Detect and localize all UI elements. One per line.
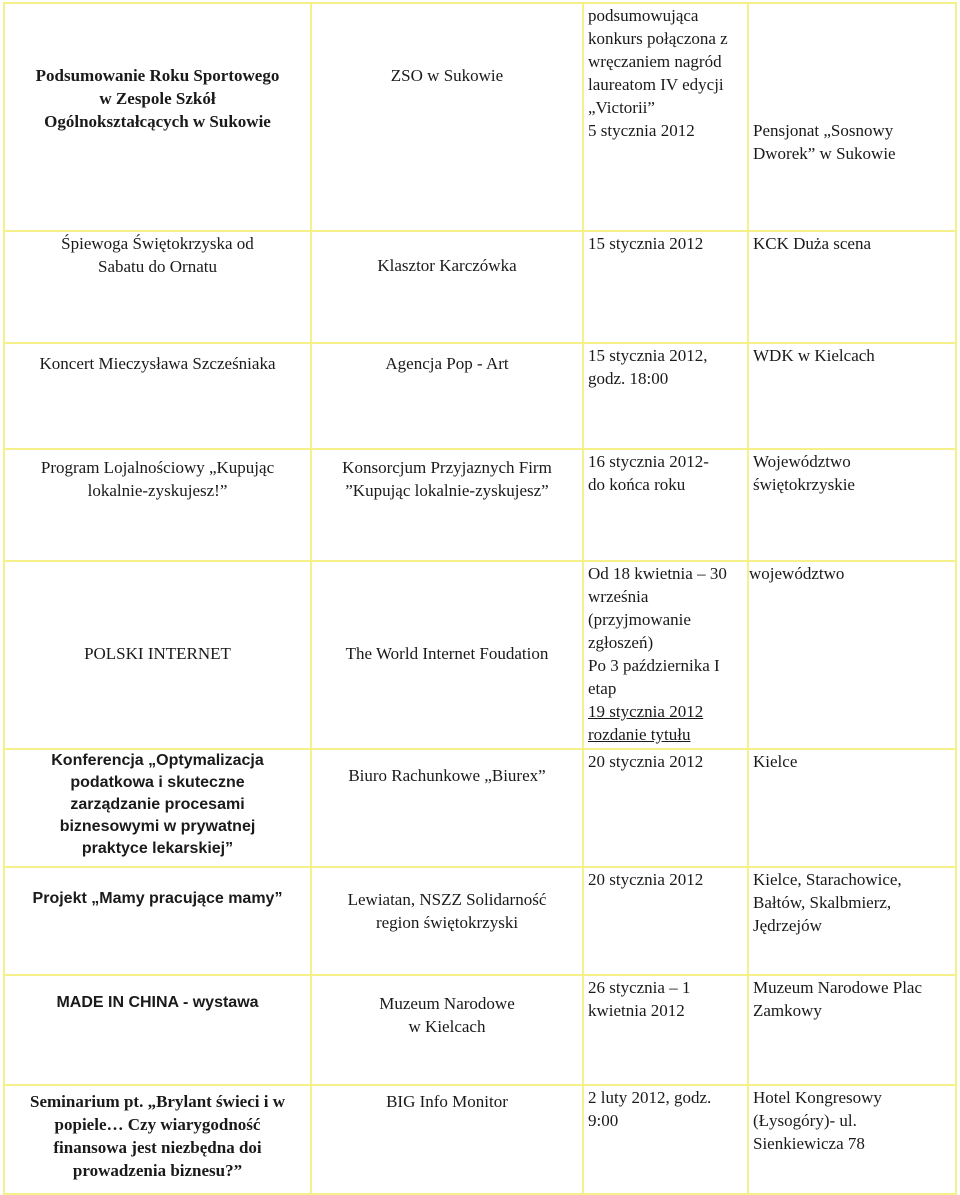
events-table — [3, 2, 957, 1195]
date-line: 2 luty 2012, godz. — [588, 1088, 712, 1107]
event-name-line: Podsumowanie Roku Sportowego — [35, 66, 280, 85]
event-name-line: Śpiewoga Świętokrzyska od — [61, 234, 254, 253]
table-row — [4, 343, 956, 449]
date-line: 16 stycznia 2012- — [588, 452, 709, 471]
place-line: Zamkowy — [753, 1001, 822, 1020]
date-line: zgłoszeń) — [588, 633, 654, 652]
place-cell — [748, 975, 956, 1085]
date-line: 9:00 — [588, 1111, 619, 1130]
event-name-line: popiele… Czy wiarygodność — [54, 1115, 261, 1134]
organizer-cell — [311, 449, 583, 561]
event-name-line: Program Lojalnościowy „Kupując — [40, 458, 275, 477]
place-line: WDK w Kielcach — [753, 346, 875, 365]
event-name-cell — [4, 449, 311, 561]
organizer-line: ”Kupując lokalnie-zyskujesz” — [345, 481, 549, 500]
place-line: Muzeum Narodowe Plac — [753, 978, 923, 997]
date-line: (przyjmowanie — [588, 610, 691, 629]
date-line: do końca roku — [588, 475, 686, 494]
event-name-line: zarządzanie procesami — [70, 796, 245, 813]
date-line: 5 stycznia 2012 — [588, 121, 695, 140]
organizer-cell — [311, 3, 583, 231]
note-line: podsumowująca — [588, 6, 699, 25]
event-name-cell — [4, 867, 311, 975]
event-name-line: Koncert Mieczysława Szcześniaka — [39, 354, 276, 373]
event-name-cell — [4, 975, 311, 1085]
place-line: Województwo — [753, 452, 851, 471]
organizer-line: Lewiatan, NSZZ Solidarność — [347, 890, 547, 909]
organizer-line: w Kielcach — [408, 1017, 486, 1036]
organizer-line: BIG Info Monitor — [386, 1092, 508, 1111]
event-name-line: lokalnie-zyskujesz!” — [87, 481, 228, 500]
table-row — [4, 867, 956, 975]
event-name-cell — [4, 3, 311, 231]
date-line: Od 18 kwietnia – 30 — [588, 564, 727, 583]
date-line: rozdanie tytułu — [588, 725, 691, 744]
note-line: „Victorii” — [588, 98, 655, 117]
table-row — [4, 3, 956, 231]
place-cell — [748, 343, 956, 449]
organizer-cell — [311, 343, 583, 449]
event-name-line: prowadzenia biznesu?” — [72, 1161, 243, 1180]
organizer-line: Biuro Rachunkowe „Biurex” — [348, 766, 546, 785]
date-cell — [583, 343, 748, 449]
place-line: KCK Duża scena — [753, 234, 872, 253]
date-cell — [583, 231, 748, 343]
table-row — [4, 449, 956, 561]
event-name-line: podatkowa i skuteczne — [70, 774, 245, 791]
date-cell — [583, 749, 748, 867]
date-line: 19 stycznia 2012 — [588, 702, 704, 721]
place-line: województwo — [749, 564, 845, 583]
organizer-cell — [311, 975, 583, 1085]
event-name-cell — [4, 1085, 311, 1194]
place-cell — [748, 561, 956, 749]
date-cell — [583, 449, 748, 561]
organizer-line: region świętokrzyski — [375, 913, 519, 932]
date-line: kwietnia 2012 — [588, 1001, 685, 1020]
event-name-line: Ogólnokształcących w Sukowie — [44, 112, 271, 131]
place-line: Kielce, Starachowice, — [753, 870, 902, 889]
event-name-line: Seminarium pt. „Brylant świeci i w — [30, 1092, 285, 1111]
event-name-line: MADE IN CHINA - wystawa — [56, 994, 259, 1011]
place-cell — [748, 749, 956, 867]
event-name-line: biznesowymi w prywatnej — [59, 818, 256, 835]
place-cell — [748, 867, 956, 975]
event-name-line: Konferencja „Optymalizacja — [51, 752, 264, 769]
organizer-line: Muzeum Narodowe — [379, 994, 515, 1013]
event-name-line: finansowa jest niezbędna doi — [53, 1138, 262, 1157]
date-cell — [583, 867, 748, 975]
place-line: Bałtów, Skalbmierz, — [753, 893, 892, 912]
event-name-cell — [4, 561, 311, 749]
place-line: świętokrzyskie — [753, 475, 855, 494]
note-line: laureatom IV edycji — [588, 75, 724, 94]
event-name-line: POLSKI INTERNET — [84, 644, 231, 663]
date-cell — [583, 3, 748, 231]
date-cell — [583, 975, 748, 1085]
place-line: Sienkiewicza 78 — [753, 1134, 865, 1153]
date-cell — [583, 1085, 748, 1194]
place-cell — [748, 449, 956, 561]
organizer-cell — [311, 561, 583, 749]
place-line: Kielce — [753, 752, 798, 771]
organizer-line: Agencja Pop - Art — [385, 354, 509, 373]
place-line: (Łysogóry)- ul. — [753, 1111, 857, 1130]
date-line: etap — [588, 679, 617, 698]
place-line: Jędrzejów — [753, 916, 822, 935]
date-line: września — [588, 587, 649, 606]
place-cell — [748, 231, 956, 343]
date-cell — [583, 561, 748, 749]
table-row — [4, 561, 956, 749]
organizer-line: The World Internet Foudation — [345, 644, 549, 663]
table-row — [4, 975, 956, 1085]
place-line: Hotel Kongresowy — [753, 1088, 882, 1107]
organizer-cell — [311, 749, 583, 867]
place-line: Pensjonat „Sosnowy — [753, 121, 894, 140]
event-name-cell — [4, 231, 311, 343]
event-name-line: praktyce lekarskiej” — [81, 840, 234, 857]
organizer-line: Konsorcjum Przyjaznych Firm — [342, 458, 552, 477]
note-line: konkurs połączona z — [588, 29, 728, 48]
organizer-line: ZSO w Sukowie — [390, 66, 504, 85]
place-cell — [748, 3, 956, 231]
table-row — [4, 749, 956, 867]
date-line: 15 stycznia 2012 — [588, 234, 704, 253]
organizer-cell — [311, 1085, 583, 1194]
event-name-line: Sabatu do Ornatu — [98, 257, 217, 276]
event-name-cell — [4, 749, 311, 867]
organizer-cell — [311, 231, 583, 343]
date-line: 20 stycznia 2012 — [588, 870, 704, 889]
date-line: 15 stycznia 2012, — [588, 346, 708, 365]
place-cell — [748, 1085, 956, 1194]
event-name-line: w Zespole Szkół — [99, 89, 216, 108]
event-name-cell — [4, 343, 311, 449]
organizer-line: Klasztor Karczówka — [377, 256, 517, 275]
note-line: wręczaniem nagród — [588, 52, 722, 71]
date-line: Po 3 października I — [588, 656, 720, 675]
organizer-cell — [311, 867, 583, 975]
event-name-line: Projekt „Mamy pracujące mamy” — [32, 890, 283, 907]
date-line: godz. 18:00 — [588, 369, 669, 388]
date-line: 20 stycznia 2012 — [588, 752, 704, 771]
table-row — [4, 1085, 956, 1194]
date-line: 26 stycznia – 1 — [588, 978, 691, 997]
table-row — [4, 231, 956, 343]
place-line: Dworek” w Sukowie — [753, 144, 896, 163]
